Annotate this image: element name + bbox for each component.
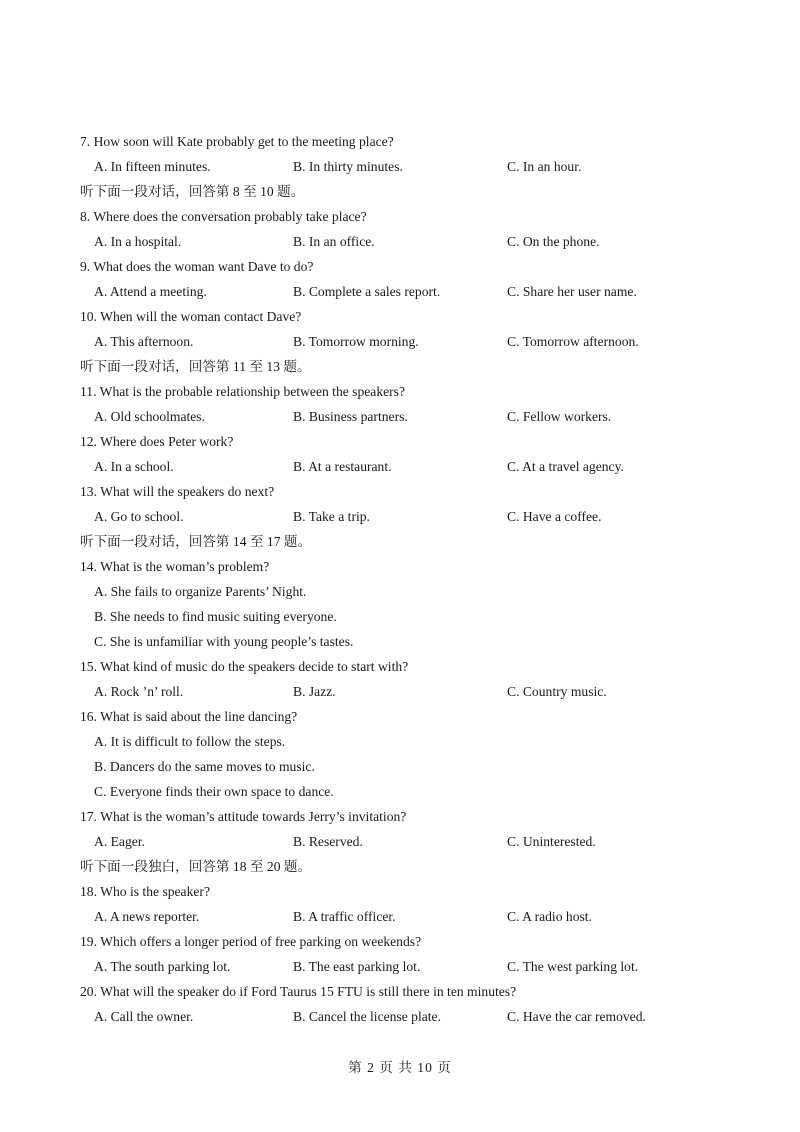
- options-row: [0, 507, 800, 527]
- options-row: [0, 457, 800, 477]
- answer-option-c: C. Country music.: [507, 684, 607, 699]
- answer-option-c: C. Uninterested.: [507, 834, 596, 849]
- answer-option-a: A. A news reporter.: [94, 909, 200, 924]
- options-row: [0, 907, 800, 927]
- answer-option-b: B. Cancel the license plate.: [293, 1009, 441, 1024]
- question-text: 10. When will the woman contact Dave?: [80, 309, 302, 324]
- section-instruction-row: [0, 357, 800, 377]
- answer-option: C. Everyone finds their own space to dance.: [94, 784, 334, 799]
- question-row: [0, 882, 800, 902]
- options-row: [0, 957, 800, 977]
- question-row: [0, 132, 800, 152]
- answer-option-c: C. Tomorrow afternoon.: [507, 334, 639, 349]
- answer-option-a: A. Rock ’n’ roll.: [94, 684, 184, 699]
- question-row: [0, 482, 800, 502]
- answer-option-b: B. Jazz.: [293, 684, 336, 699]
- answer-option: C. She is unfamiliar with young people’s tastes.: [94, 634, 354, 649]
- question-text: 17. What is the woman’s attitude towards Jerry’s invitation?: [80, 809, 407, 824]
- answer-option-c: C. Have a coffee.: [507, 509, 602, 524]
- answer-option-b: B. Business partners.: [293, 409, 408, 424]
- answer-option-a: A. This afternoon.: [94, 334, 194, 349]
- answer-option-b: B. A traffic officer.: [293, 909, 396, 924]
- question-text: 19. Which offers a longer period of free parking on weekends?: [80, 934, 422, 949]
- question-text: 8. Where does the conversation probably take place?: [80, 209, 367, 224]
- question-row: [0, 932, 800, 952]
- section-instruction: 听下面一段独白，回答第 18 至 20 题。: [80, 859, 312, 874]
- question-row: [0, 707, 800, 727]
- answer-option-c: C. On the phone.: [507, 234, 600, 249]
- answer-option-c: C. A radio host.: [507, 909, 592, 924]
- answer-option-a: A. In fifteen minutes.: [94, 159, 211, 174]
- section-instruction: 听下面一段对话，回答第 14 至 17 题。: [80, 534, 312, 549]
- question-row: [0, 257, 800, 277]
- answer-option-c: C. Fellow workers.: [507, 409, 612, 424]
- question-text: 16. What is said about the line dancing?: [80, 709, 298, 724]
- answer-option-a: A. Call the owner.: [94, 1009, 194, 1024]
- question-row: [0, 557, 800, 577]
- options-row: [0, 1007, 800, 1027]
- question-row: [0, 307, 800, 327]
- option-row: [0, 757, 800, 777]
- question-text: 11. What is the probable relationship between the speakers?: [80, 384, 406, 399]
- question-text: 13. What will the speakers do next?: [80, 484, 275, 499]
- answer-option-a: A. Eager.: [94, 834, 145, 849]
- answer-option-a: A. In a hospital.: [94, 234, 182, 249]
- section-instruction: 听下面一段对话，回答第 11 至 13 题。: [80, 359, 311, 374]
- answer-option-a: A. Old schoolmates.: [94, 409, 206, 424]
- answer-option: B. She needs to find music suiting everyone.: [94, 609, 337, 624]
- answer-option-c: C. In an hour.: [507, 159, 582, 174]
- answer-option-b: B. Reserved.: [293, 834, 363, 849]
- question-row: [0, 807, 800, 827]
- section-instruction-row: [0, 532, 800, 552]
- options-row: [0, 407, 800, 427]
- question-text: 12. Where does Peter work?: [80, 434, 234, 449]
- answer-option-b: B. In an office.: [293, 234, 375, 249]
- option-row: [0, 732, 800, 752]
- options-row: [0, 232, 800, 252]
- answer-option-c: C. The west parking lot.: [507, 959, 639, 974]
- answer-option-b: B. At a restaurant.: [293, 459, 392, 474]
- options-row: [0, 282, 800, 302]
- option-row: [0, 632, 800, 652]
- answer-option-b: B. Tomorrow morning.: [293, 334, 419, 349]
- answer-option: A. It is difficult to follow the steps.: [94, 734, 286, 749]
- question-row: [0, 982, 800, 1002]
- answer-option-b: B. The east parking lot.: [293, 959, 421, 974]
- options-row: [0, 332, 800, 352]
- section-instruction-row: [0, 857, 800, 877]
- question-row: [0, 207, 800, 227]
- question-text: 7. How soon will Kate probably get to the meeting place?: [80, 134, 394, 149]
- option-row: [0, 607, 800, 627]
- answer-option-b: B. Complete a sales report.: [293, 284, 441, 299]
- question-row: [0, 382, 800, 402]
- answer-option: A. She fails to organize Parents’ Night.: [94, 584, 307, 599]
- answer-option-c: C. Have the car removed.: [507, 1009, 646, 1024]
- answer-option-b: B. In thirty minutes.: [293, 159, 403, 174]
- option-row: [0, 582, 800, 602]
- section-instruction-row: [0, 182, 800, 202]
- answer-option-a: A. The south parking lot.: [94, 959, 231, 974]
- option-row: [0, 782, 800, 802]
- page-footer: 第 2 页 共 10 页: [348, 1060, 452, 1075]
- answer-option: B. Dancers do the same moves to music.: [94, 759, 315, 774]
- question-row: [0, 657, 800, 677]
- answer-option-c: C. At a travel agency.: [507, 459, 624, 474]
- answer-option-b: B. Take a trip.: [293, 509, 370, 524]
- options-row: [0, 682, 800, 702]
- section-instruction: 听下面一段对话，回答第 8 至 10 题。: [80, 184, 305, 199]
- question-text: 14. What is the woman’s problem?: [80, 559, 270, 574]
- answer-option-a: A. Attend a meeting.: [94, 284, 207, 299]
- options-row: [0, 157, 800, 177]
- answer-option-a: A. Go to school.: [94, 509, 184, 524]
- question-text: 9. What does the woman want Dave to do?: [80, 259, 314, 274]
- question-text: 20. What will the speaker do if Ford Taurus 15 FTU is still there in ten minutes?: [80, 984, 517, 999]
- options-row: [0, 832, 800, 852]
- answer-option-c: C. Share her user name.: [507, 284, 637, 299]
- question-text: 15. What kind of music do the speakers decide to start with?: [80, 659, 409, 674]
- question-row: [0, 432, 800, 452]
- question-text: 18. Who is the speaker?: [80, 884, 210, 899]
- answer-option-a: A. In a school.: [94, 459, 174, 474]
